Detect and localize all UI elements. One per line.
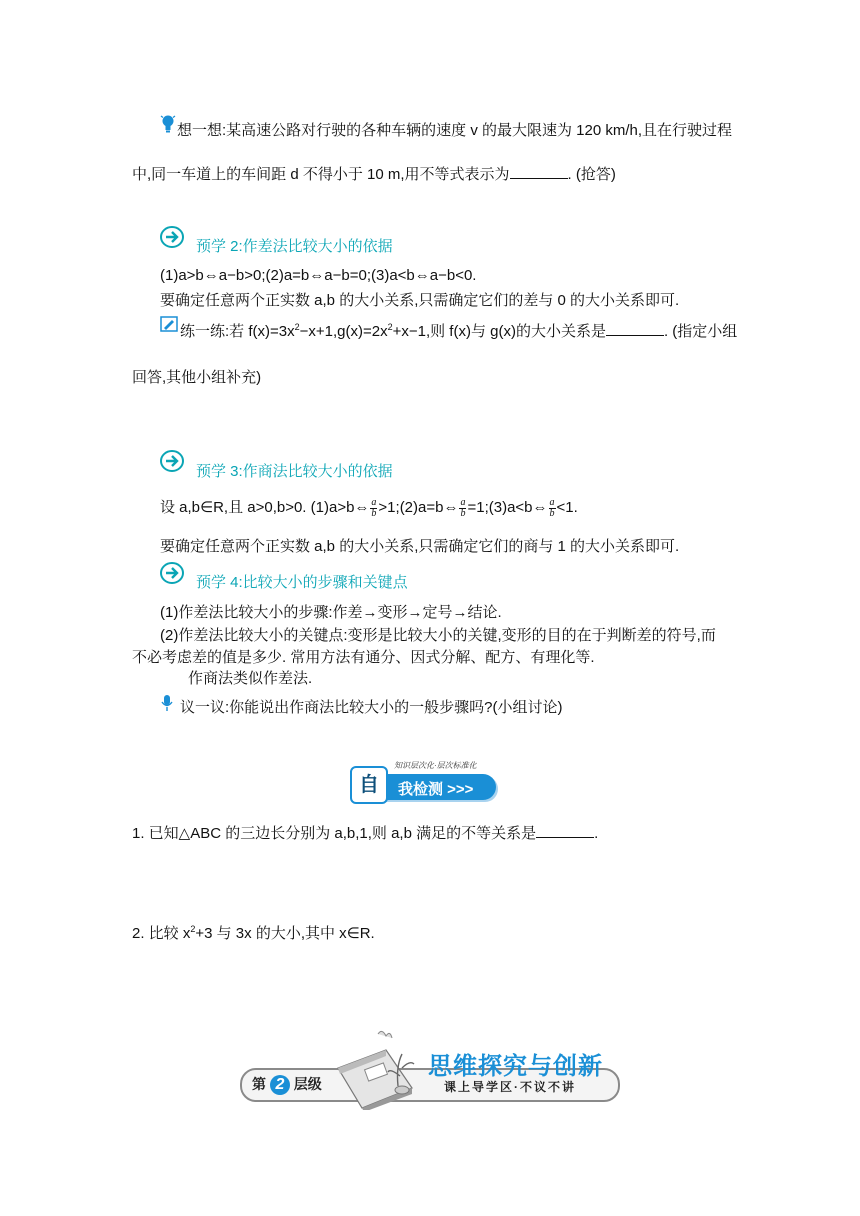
think-line-2 bbox=[132, 163, 616, 184]
q1-blank bbox=[536, 825, 594, 838]
discuss-line: 议一议:你能说出作商法比较大小的一般步骤吗?(小组讨论) bbox=[180, 699, 563, 716]
yuxue3-rule bbox=[160, 496, 578, 519]
yuxue3-note: 要确定任意两个正实数 a,b 的大小关系,只需确定它们的商与 1 的大小关系即可. bbox=[160, 538, 680, 555]
level-suffix: 层级 bbox=[293, 1076, 322, 1092]
level-subtitle: 课上导学区·不议不讲 bbox=[444, 1080, 576, 1094]
rule-part-c: =1;(3)a<b⇔ bbox=[467, 499, 548, 516]
arrow-circle-icon bbox=[160, 562, 186, 584]
level-title: 思维探究与创新 bbox=[428, 1053, 603, 1080]
yuxue4-item2-line2: 不必考虑差的值是多少. 常用方法有通分、因式分解、配方、有理化等. bbox=[132, 649, 595, 666]
answer-blank bbox=[510, 166, 568, 179]
practice-d: . (指定小组 bbox=[663, 323, 738, 340]
level-banner bbox=[240, 1028, 620, 1112]
practice-line-1 bbox=[180, 320, 737, 341]
banner-char: 自 bbox=[359, 774, 379, 796]
think-suffix: . (抢答) bbox=[567, 166, 616, 183]
banner-char-box bbox=[350, 766, 388, 804]
practice-sup-2: 2 bbox=[387, 322, 393, 332]
yuxue4-item3: 作商法类似作差法. bbox=[188, 670, 313, 687]
self-check-banner bbox=[350, 760, 502, 804]
rule-part-d: <1. bbox=[556, 499, 578, 516]
practice-c: +x−1,则 f(x)与 g(x)的大小关系是 bbox=[392, 323, 606, 340]
question-1-text: 1. 已知△ABC 的三边长分别为 a,b,1,则 a,b 满足的不等关系是 bbox=[132, 825, 537, 842]
practice-sup-1: 2 bbox=[294, 322, 300, 332]
lightbulb-icon bbox=[160, 114, 176, 134]
level-number: 2 bbox=[270, 1075, 290, 1095]
yuxue2-note: 要确定任意两个正实数 a,b 的大小关系,只需确定它们的差与 0 的大小关系即可. bbox=[160, 292, 680, 309]
fraction: $\frac{a}{b}$ bbox=[460, 496, 466, 519]
q2-sup: 2 bbox=[190, 924, 196, 934]
yuxue3-title: 预学 3:作商法比较大小的依据 bbox=[196, 463, 393, 480]
practice-b: −x+1,g(x)=2x bbox=[299, 323, 388, 340]
question-1 bbox=[132, 822, 598, 843]
arrow-circle-icon bbox=[160, 226, 186, 248]
yuxue2-rule: (1)a>b⇔a−b>0;(2)a=b⇔a−b=0;(3)a<b⇔a−b<0. bbox=[160, 267, 477, 284]
rule-part-a: 设 a,b∈R,且 a>0,b>0. (1)a>b⇔ bbox=[160, 499, 370, 516]
fraction: $\frac{a}{b}$ bbox=[549, 496, 555, 519]
yuxue4-item2-line1: (2)作差法比较大小的关键点:变形是比较大小的关键,变形的目的在于判断差的符号,而 bbox=[160, 627, 716, 644]
practice-line-2: 回答,其他小组补充) bbox=[132, 369, 262, 386]
level-prefix: 第 bbox=[252, 1076, 266, 1092]
question-2-text: 2. 比较 x bbox=[132, 925, 191, 942]
think-line-2-text: 中,同一车道上的车间距 d 不得小于 10 m,用不等式表示为 bbox=[132, 166, 510, 183]
practice-a: 练一练:若 f(x)=3x bbox=[180, 323, 295, 340]
pencil-box-icon bbox=[160, 316, 178, 332]
microphone-icon bbox=[161, 694, 173, 712]
question-1-end: . bbox=[594, 825, 599, 842]
arrow-circle-icon bbox=[160, 450, 186, 472]
rule-part-b: >1;(2)a=b⇔ bbox=[378, 499, 459, 516]
practice-blank bbox=[606, 323, 664, 336]
banner-top-text: 知识层次化·层次标准化 bbox=[394, 761, 477, 770]
banner-label: 我检测 >>> bbox=[398, 781, 474, 798]
think-line-1: 想一想:某高速公路对行驶的各种车辆的速度 v 的最大限速为 120 km/h,且在行驶过程 bbox=[177, 122, 733, 139]
yuxue4-item1: (1)作差法比较大小的步骤:作差→变形→定号→结论. bbox=[160, 604, 502, 621]
book-plant-icon bbox=[332, 1028, 422, 1110]
question-2 bbox=[132, 922, 375, 943]
yuxue2-title: 预学 2:作差法比较大小的依据 bbox=[196, 238, 393, 255]
level-label bbox=[252, 1074, 322, 1095]
question-2-rest: +3 与 3x 的大小,其中 x∈R. bbox=[195, 925, 375, 942]
fraction: $\frac{a}{b}$ bbox=[371, 496, 377, 519]
yuxue4-title: 预学 4:比较大小的步骤和关键点 bbox=[196, 574, 408, 591]
